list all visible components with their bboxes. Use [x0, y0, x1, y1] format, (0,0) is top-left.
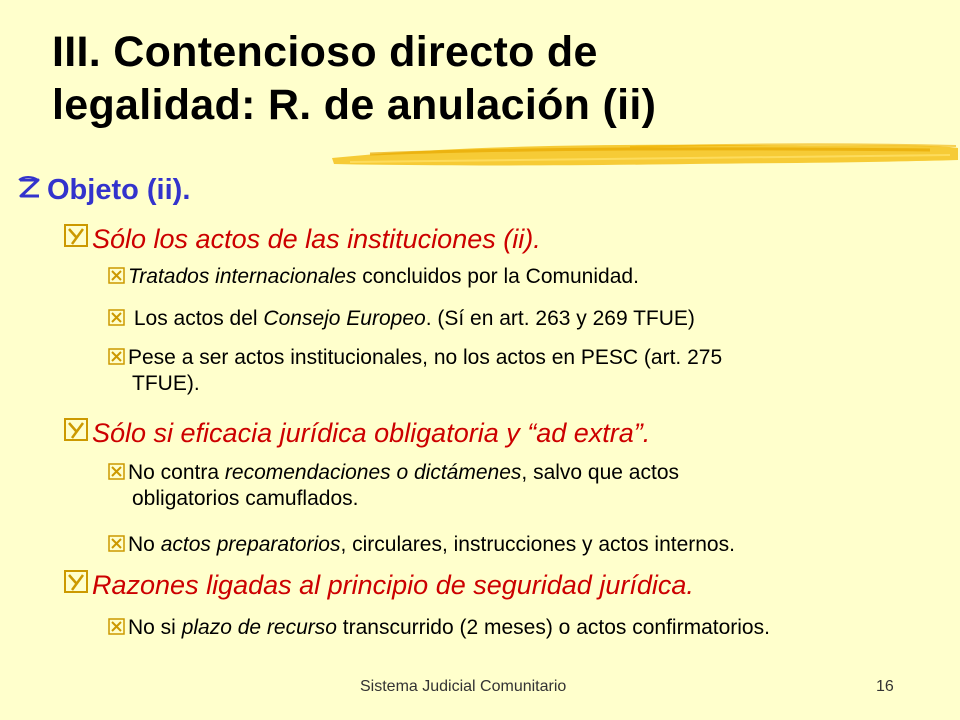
section-3-title-text: Razones ligadas al principio de seguridad jurídica.: [92, 570, 694, 600]
item-text: No si: [128, 616, 182, 639]
slide-title-line-1: III. Contencioso directo de: [52, 28, 598, 76]
x-bullet-icon: [108, 346, 125, 363]
x-bullet-icon: [108, 533, 125, 550]
item-italic-text: plazo de recurso: [181, 616, 337, 639]
item-text: No contra: [128, 461, 225, 484]
footer-text: Sistema Judicial Comunitario: [360, 678, 567, 695]
section-2-title-text: Sólo si eficacia jurídica obligatoria y “ad extra”.: [92, 418, 651, 448]
section-2-title: [64, 416, 650, 449]
item-text-continued: obligatorios camuflados.: [132, 487, 359, 510]
item-italic-text: recomendaciones o dictámenes: [224, 461, 522, 484]
heading-text: Objeto (ii).: [47, 174, 191, 206]
list-item-preparatorios: [108, 532, 953, 558]
item-italic-text: actos preparatorios: [160, 533, 341, 556]
list-item-consejo: [108, 306, 953, 332]
list-item-pesc: [108, 345, 953, 397]
item-text: . (Sí en art. 263 y 269 TFUE): [425, 307, 695, 330]
list-item-tratados: [108, 264, 953, 290]
item-text: , salvo que actos: [521, 461, 679, 484]
z-bullet-icon: [16, 172, 43, 199]
item-text: , circulares, instrucciones y actos internos.: [340, 533, 735, 556]
section-3-title: [64, 568, 694, 601]
y-bullet-icon: [64, 568, 90, 594]
item-text: Los actos del: [128, 307, 264, 330]
item-italic-text: Tratados internacionales: [128, 265, 357, 288]
y-bullet-icon: [64, 416, 90, 442]
slide-title-line-2: legalidad: R. de anulación (ii): [52, 81, 657, 129]
list-item-recomendaciones: [108, 460, 953, 512]
heading-objeto: [16, 172, 190, 207]
y-bullet-icon: [64, 222, 90, 248]
section-1-title-text: Sólo los actos de las instituciones (ii).: [92, 224, 541, 254]
x-bullet-icon: [108, 307, 125, 324]
item-text: transcurrido (2 meses) o actos confirmatorios.: [336, 616, 770, 639]
item-text: Pese a ser actos institucionales, no los actos en PESC (art. 275: [128, 346, 723, 369]
x-bullet-icon: [108, 616, 125, 633]
brush-stroke-underline: [330, 138, 960, 172]
item-text: No: [128, 533, 161, 556]
item-text: concluidos por la Comunidad.: [356, 265, 639, 288]
x-bullet-icon: [108, 461, 125, 478]
item-text-continued: TFUE).: [132, 372, 200, 395]
x-bullet-icon: [108, 265, 125, 282]
item-italic-text: Consejo Europeo: [263, 307, 426, 330]
slide-title: [52, 26, 932, 132]
section-1-title: [64, 222, 541, 255]
list-item-plazo: [108, 615, 953, 641]
page-number: 16: [876, 678, 894, 695]
